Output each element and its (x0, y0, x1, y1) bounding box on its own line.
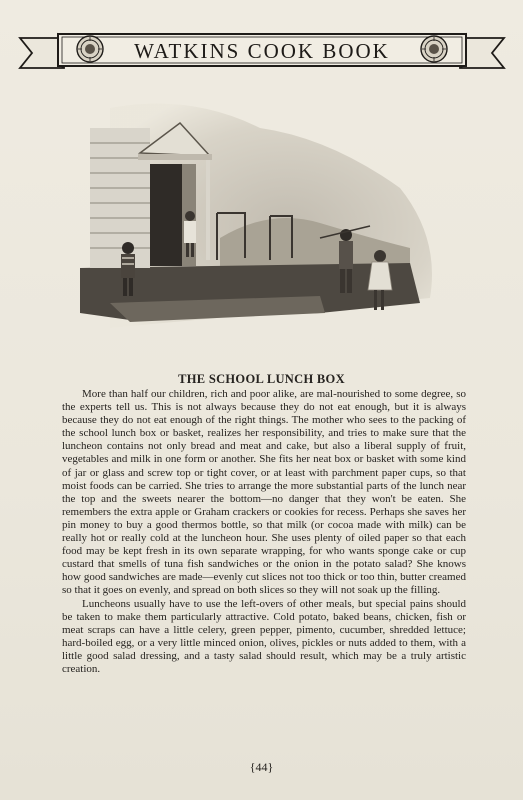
header-banner (18, 30, 506, 74)
article-paragraph: More than half our children, rich and poor alike, are mal-nourished to some degree, so the experts tell us. This is not always because they do not eat enough, but it is always because they do not eat enough of the right things. The mother who sees to the packing of the school lunch box or basket, realizes her responsibility, and tries to make sure that the luncheon contains not only bread and meat and cake, but also a liberal supply of fruit, vegetables and milk in one form or another. She fits her neat box or basket with some kind of jar or glass and screw top or tight cover, or at least with parchment paper cups, so that moist foods can be carried. She tries to arrange the more substantial parts of the lunch near the top and the sweets nearer the bottom—no danger that they won't be eaten. She remembers the extra apple or Graham crackers or cookies for recess. Perhaps she saves her pin money to buy a good thermos bottle, so that milk (or cocoa made with milk) can be really hot or really cold at the luncheon hour. She uses plenty of oiled paper so that each food may be kept fresh in its own separate wrapping, for who wants sponge cake or cup custard that smells of tuna fish sandwiches or the onion in the potato salad? She knows how good sandwiches are made—evenly cut slices not too thick or too thin, butter creamed so that it goes on evenly, and spread on both slices so they will not soak up the filling. (62, 388, 466, 597)
book-title: WATKINS COOK BOOK (134, 39, 390, 63)
article-paragraph: Luncheons usually have to use the left-overs of other meals, but special pains should be taken to make them particularly attractive. Cold potato, baked beans, chicken, fish or meat scraps can have a little celery, green pepper, pimento, cucumber, shredded lettuce; hard-boiled egg, or a very little minced onion, olives, pickles or nuts added to them, with a little good salad dressing, and a tasty salad should result, which may be a truly artistic creation. (62, 597, 466, 675)
article-body (62, 388, 466, 676)
page-number: {44} (249, 760, 274, 774)
article-title: THE SCHOOL LUNCH BOX (178, 372, 345, 386)
schoolhouse-photo (70, 98, 450, 338)
seal-icon (76, 35, 104, 63)
seal-icon (420, 35, 448, 63)
